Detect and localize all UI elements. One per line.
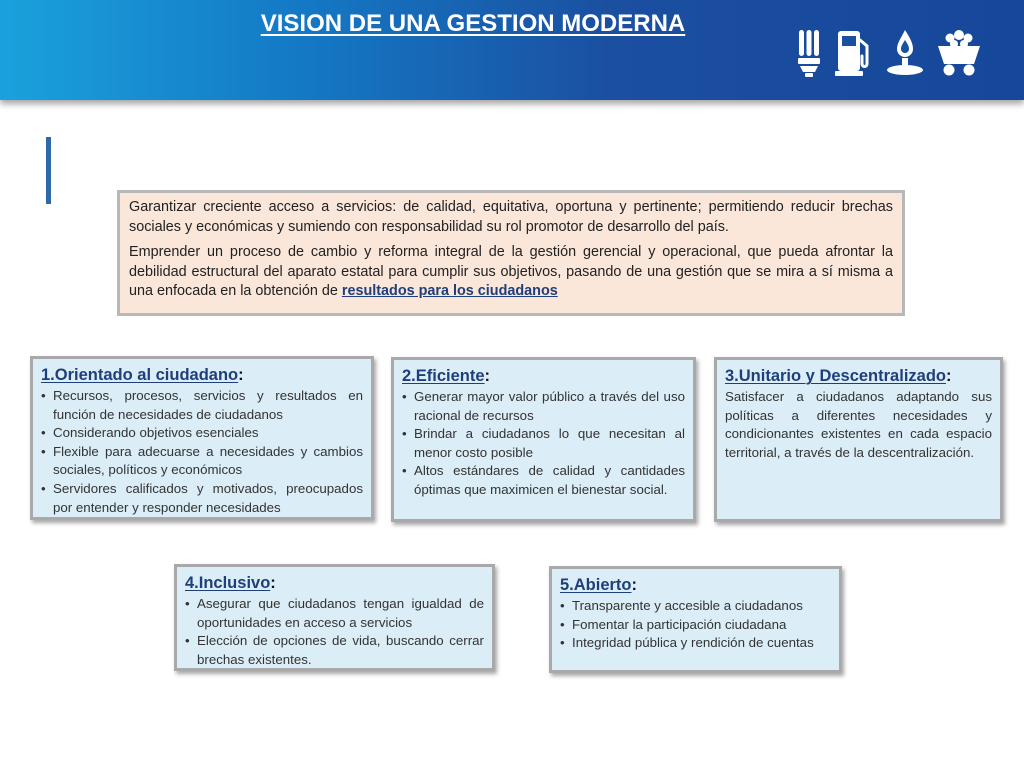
bullet-list [402, 388, 685, 500]
results-link: resultados para los ciudadanos [341, 283, 558, 300]
list-item: • Fomentar la participación ciudadana [560, 616, 787, 632]
list-item: • Transparente y accesible a ciudadanos [560, 598, 803, 613]
intro-box [117, 190, 905, 316]
bullet-list [185, 595, 484, 669]
card-unitario-y-descentralizado [714, 357, 1003, 522]
card-title: 2.Eficiente: [402, 367, 491, 385]
intro-paragraph-2 [129, 243, 893, 302]
card-title-text: 3.Unitario y Descentralizado [725, 367, 946, 385]
card-title: 3.Unitario y Descentralizado: [725, 367, 952, 385]
list-item: • Brindar a ciudadanos lo que necesitan al menor costo posible [402, 426, 685, 460]
card-title: 5.Abierto: [560, 576, 638, 594]
list-item: • Flexible para adecuarse a necesidades y cambios sociales, políticos y económicos [41, 443, 363, 478]
gas-flame-icon [884, 28, 926, 78]
list-item: • Considerando objetivos esenciales [41, 425, 259, 441]
light-bulb-icon [794, 28, 824, 78]
card-eficiente [391, 357, 696, 522]
list-item: • Servidores calificados y motivados, preocupados por entender y responder necesidades [41, 480, 363, 515]
card-body: Satisfacer a ciudadanos adaptando sus políticas a diferentes necesidades y condicionantes existentes en cada espacio territorial, a través de la descentralización. [725, 389, 992, 460]
card-title-text: 5.Abierto [560, 576, 632, 594]
mine-cart-icon [936, 28, 982, 78]
card-inclusivo [174, 564, 495, 671]
bullet-list [41, 387, 363, 517]
page-title: VISION DE UNA GESTION MODERNA [260, 10, 686, 37]
decorative-bar [46, 137, 51, 204]
list-item: • Integridad pública y rendición de cuentas [560, 635, 814, 651]
bullet-list [560, 597, 831, 653]
intro-paragraph-1: Garantizar creciente acceso a servicios: de calidad, equitativa, oportuna y pertinente; permitiendo reducir brechas sociales y económicas y sumiendo con responsabilidad su rol promotor de desarrollo del país. [129, 199, 893, 235]
list-item: • Asegurar que ciudadanos tengan igualdad de oportunidades en acceso a servicios [185, 596, 484, 630]
header-icons [788, 28, 984, 78]
list-item: • Recursos, procesos, servicios y resultados en función de necesidades de ciudadanos [41, 388, 363, 422]
card-title: 4.Inclusivo: [185, 574, 276, 592]
card-title: 1.Orientado al ciudadano: [41, 366, 244, 384]
list-item: • Elección de opciones de vida, buscando cerrar brechas existentes. [185, 633, 484, 667]
list-item: • Generar mayor valor público a través del uso racional de recursos [402, 389, 685, 423]
fuel-pump-icon [834, 28, 872, 78]
intro-paragraph-2-text: Emprender un proceso de cambio y reforma integral de la gestión gerencial y operacional, que pueda afrontar la debilidad estructural del aparato estatal para cumplir sus objetivos, pasando de una gestión que se mira a sí misma a una enfocada en la obtención de [129, 244, 893, 300]
card-title-text: 2.Eficiente [402, 367, 485, 385]
card-orientado-al-ciudadano [30, 356, 374, 520]
header-banner [0, 0, 1024, 100]
list-item: • Altos estándares de calidad y cantidades óptimas que maximicen el bienestar social. [402, 463, 685, 497]
card-title-text: 4.Inclusivo [185, 574, 271, 592]
card-title-text: 1.Orientado al ciudadano [41, 366, 239, 384]
card-abierto [549, 566, 842, 673]
